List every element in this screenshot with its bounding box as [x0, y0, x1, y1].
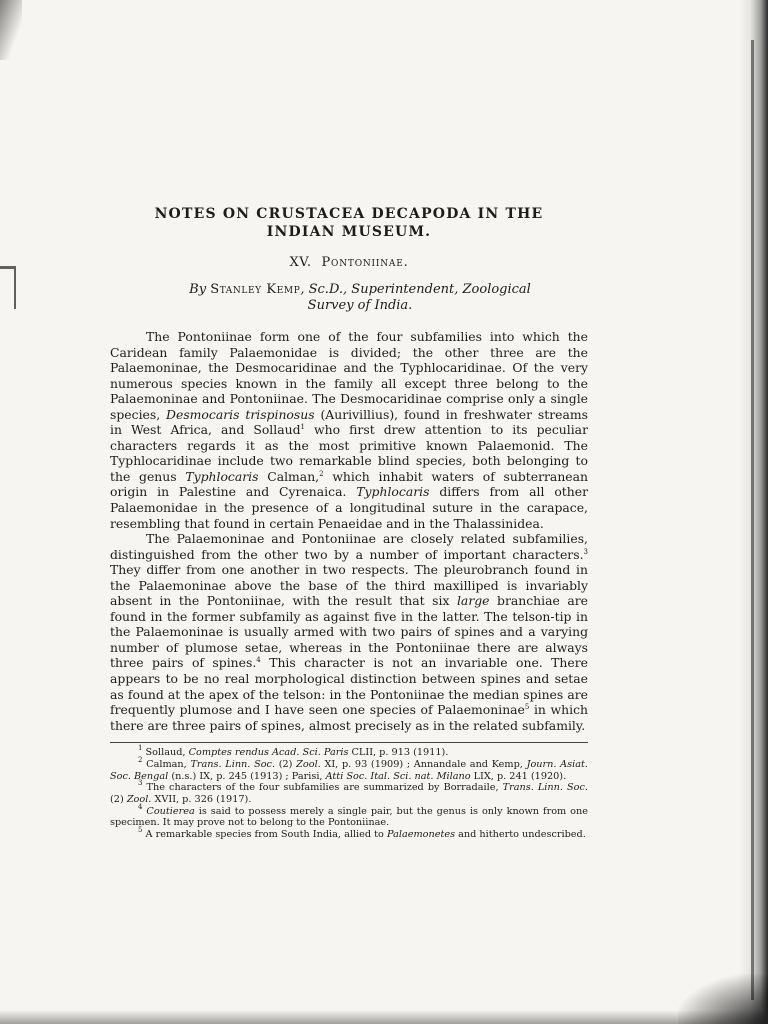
journal-title: Comptes rendus Acad. Sci. Paris: [188, 747, 349, 759]
footnote-marker: 4: [138, 802, 143, 811]
text-run: Sollaud,: [142, 747, 189, 759]
section-heading: [110, 255, 588, 270]
text-run: and hitherto undescribed.: [455, 829, 586, 841]
genus-name: Coutierea: [146, 805, 195, 817]
emphasis: large: [456, 593, 490, 609]
text-run: (2): [110, 794, 127, 806]
article-body: [110, 329, 588, 733]
journal-title: Trans. Linn. Soc.: [190, 758, 276, 770]
scan-edge-left-mark: [0, 266, 16, 309]
text-run: CLII, p. 913 (1911).: [348, 747, 449, 759]
footnote-divider: [110, 742, 588, 743]
paragraph-1: [110, 329, 588, 531]
journal-title: Trans. Linn. Soc.: [502, 782, 588, 794]
text-run: Calman,: [142, 758, 191, 770]
text-run: (Aurivillius), found in freshwater streams in West Africa, and Sollaud: [110, 406, 588, 438]
text-run: which inhabit waters of subterranean origin in Palestine and Cyrenaica.: [110, 468, 588, 500]
footnote-ref: 1: [300, 423, 305, 432]
text-run: Calman,: [258, 468, 320, 484]
text-run: LIX, p. 241 (1920).: [470, 770, 567, 782]
text-run: XI, p. 93 (1909) ; Annandale and Kemp,: [320, 758, 527, 770]
footnote-ref: 4: [256, 656, 261, 665]
footnote-ref: 5: [524, 703, 530, 712]
journal-title: Journ. Asiat. Soc. Bengal: [110, 758, 588, 782]
text-run: The characters of the four subfamilies are summarized by Borradaile,: [142, 782, 503, 794]
text-run: branchiae are found in the former subfamily as against five in the latter. The telson-tip in the Palaemoninae is usually armed with two pairs of spines and a varying number of plumose setae, whereas in the Pontoniinae there are always three pairs of spines.: [110, 593, 588, 671]
text-run: differs from all other Palaemonidae in the presence of a longitudinal suture in the carapace, resembling that found in certain Penaeidae and in the Thalassinidea.: [110, 484, 588, 531]
footnote-marker: 3: [138, 779, 143, 788]
text-run: XVII, p. 326 (1917).: [151, 794, 252, 806]
title-line-1: NOTES ON CRUSTACEA DECAPODA IN THE: [154, 206, 544, 222]
footnote-1: [110, 744, 588, 759]
text-run: is said to possess merely a single pair, but the genus is only known from one specimen. It may prove not to belong to the Pontoniinae.: [110, 805, 588, 829]
scan-edge-line: [751, 40, 754, 1000]
genus-name: Typhlocaris: [185, 468, 259, 484]
footnote-marker: 2: [138, 755, 143, 764]
text-run: This character is not an invariable one. There appears to be no real morphological distinction between spines and setae as found at the apex of the telson: in the Pontoniinae the median spines are frequently plumose and I have seen one species of Palaemoninae: [110, 655, 588, 718]
footnote-ref: 2: [319, 469, 324, 478]
author-credentials: , Sc.D., Superintendent, Zoological: [300, 282, 531, 297]
genus-name: Palaemonetes: [386, 829, 456, 841]
footnotes: [110, 744, 588, 841]
footnote-marker: 1: [138, 744, 143, 753]
scan-edge-bottom-right: [678, 974, 768, 1024]
species-name: Desmocaris trispinosus: [166, 406, 315, 422]
text-run: who first drew attention to its peculiar characters regards it as the most primitive known Palaemonid. The Typhlocaridinae include two remarkable blind species, both belonging to the genus: [110, 422, 588, 484]
text-run: A remarkable species from South India, allied to: [142, 829, 387, 841]
footnote-2: [110, 755, 588, 782]
footnote-ref: 3: [583, 547, 588, 556]
author-name: Stanley Kemp: [210, 282, 301, 297]
author-affiliation: Survey of India.: [307, 298, 413, 313]
journal-title: Atti Soc. Ital. Sci. nat. Milano: [325, 770, 471, 782]
byline: [132, 282, 588, 314]
footnote-marker: 5: [138, 826, 143, 835]
section-number: XV.: [289, 255, 312, 270]
text-run: in which there are three pairs of spines, almost precisely as in the related subfamily.: [110, 702, 588, 733]
journal-title: Zool.: [126, 794, 152, 806]
text-run: (n.s.) IX, p. 245 (1913) ; Parisi,: [168, 770, 326, 782]
scan-edge-bottom: [0, 1010, 768, 1024]
text-run: (2): [275, 758, 297, 770]
genus-name: Typhlocaris: [356, 484, 430, 500]
footnote-3: [110, 779, 588, 806]
section-name: Pontoniinae.: [321, 255, 409, 270]
article-title: [110, 205, 588, 241]
journal-title: Zool.: [296, 758, 321, 770]
document-page: [110, 205, 588, 841]
footnote-5: [110, 826, 588, 841]
paragraph-2: [110, 531, 588, 733]
title-line-2: INDIAN MUSEUM.: [266, 224, 432, 240]
scan-edge-top-left: [0, 0, 22, 60]
text-run: The Pontoniinae form one of the four subfamilies into which the Caridean family Palaemonidae is divided; the other three are the Palaemoninae, the Desmocaridinae and the Typhlocaridinae. Of the very numerous species known in the family all except three belong to the Palaemoninae and Pontoniinae. The Desmocaridinae comprise only a single species,: [110, 329, 588, 422]
footnote-4: [110, 802, 588, 829]
text-run: They differ from one another in two respects. The pleurobranch found in the Palaemoninae above the base of the third maxilliped is invariably absent in the Pontoniinae, with the result that six: [110, 562, 588, 609]
text-run: The Palaemoninae and Pontoniinae are closely related subfamilies, distinguished from the other two by a number of important characters.: [110, 531, 588, 562]
byline-by: By: [189, 282, 207, 297]
